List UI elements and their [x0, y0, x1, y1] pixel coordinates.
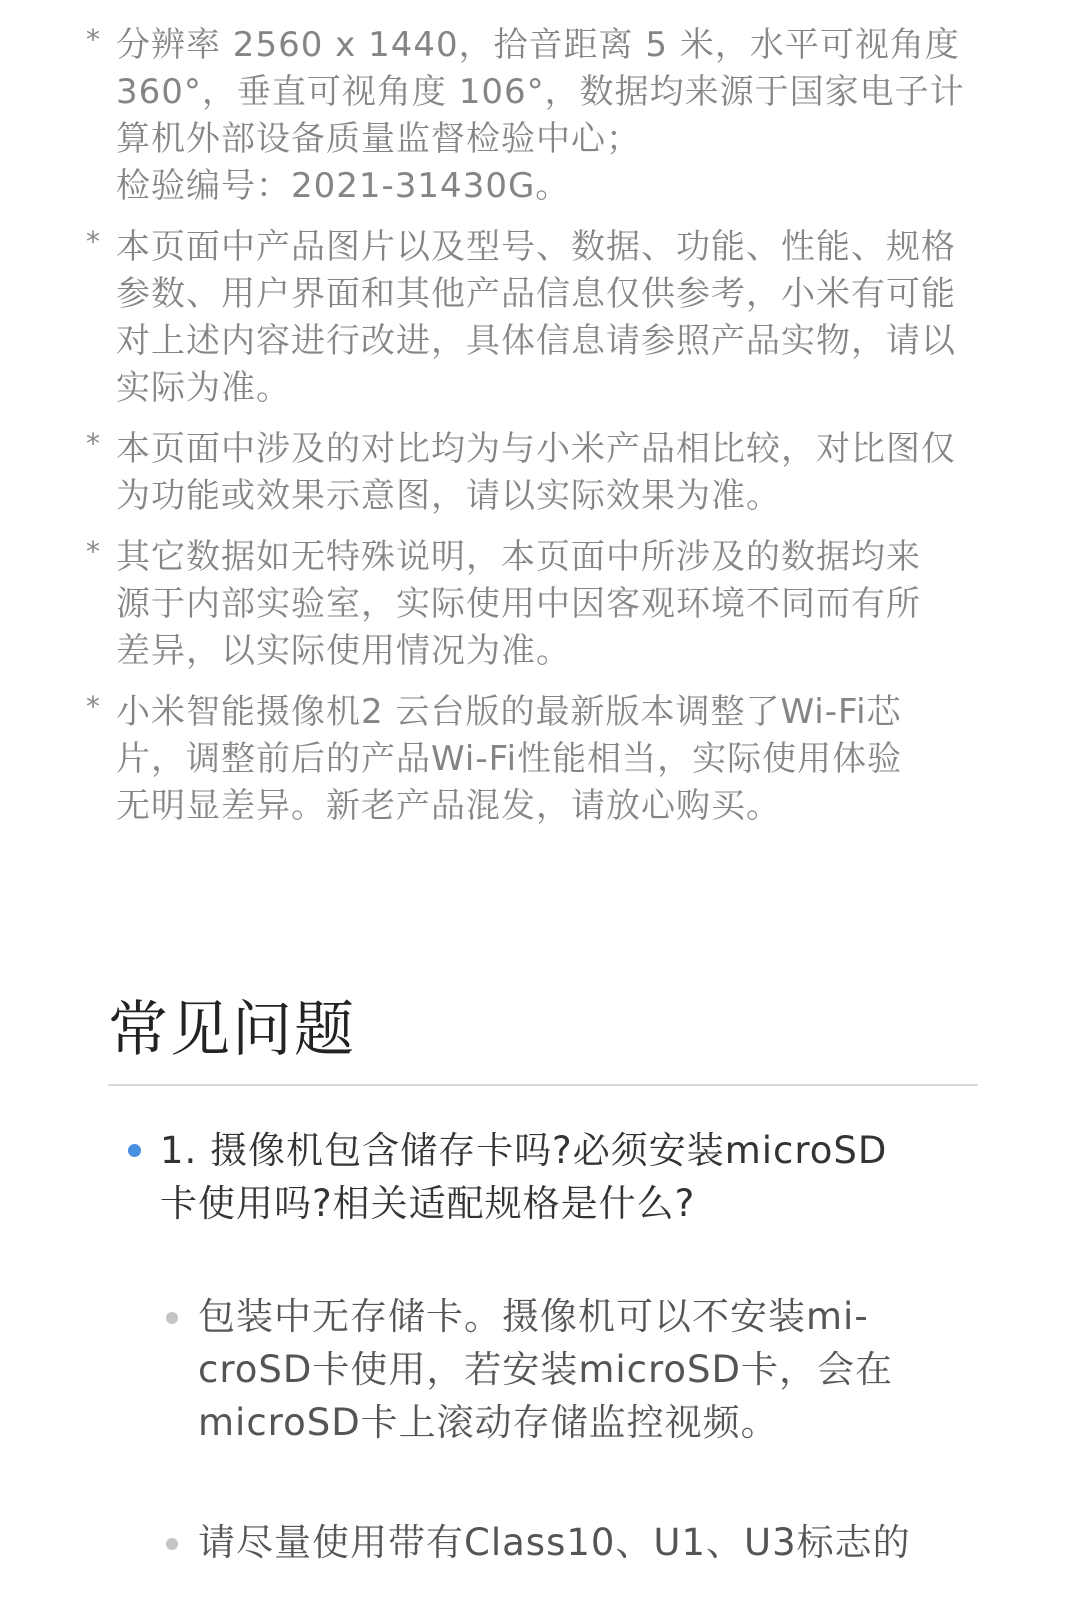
asterisk-marker: *	[86, 427, 101, 460]
gray-bullet-icon	[166, 1312, 178, 1324]
question-line: 1. 摄像机包含储存卡吗?必须安装microSD	[160, 1129, 888, 1172]
section-divider	[108, 1084, 978, 1086]
blue-bullet-icon	[128, 1144, 141, 1157]
note-line: 检验编号：2021-31430G。	[116, 166, 571, 206]
note-line: 小米智能摄像机2 云台版的最新版本调整了Wi-Fi芯	[116, 692, 902, 732]
note-line: 无明显差异。新老产品混发，请放心购买。	[116, 786, 781, 826]
note-line: 对上述内容进行改进，具体信息请参照产品实物，请以	[116, 321, 956, 361]
disclaimer-note	[80, 689, 1000, 830]
faq-answer	[198, 1290, 978, 1449]
question-line: 卡使用吗?相关适配规格是什么?	[160, 1182, 696, 1225]
gray-bullet-icon	[166, 1538, 178, 1550]
asterisk-marker: *	[86, 535, 101, 568]
answer-line: 请尽量使用带有Class10、U1、U3标志的	[198, 1521, 911, 1564]
note-line: 实际为准。	[116, 368, 291, 408]
faq-section-title: 常见问题	[108, 995, 356, 1065]
note-line: 参数、用户界面和其他产品信息仅供参考，小米有可能	[116, 274, 956, 314]
note-line: 分辨率 2560 x 1440，拾音距离 5 米，水平可视角度	[116, 25, 960, 65]
note-line: 差异，以实际使用情况为准。	[116, 631, 571, 671]
note-line: 为功能或效果示意图，请以实际效果为准。	[116, 476, 781, 516]
asterisk-marker: *	[86, 23, 101, 56]
disclaimer-note	[80, 534, 1000, 675]
faq-question[interactable]	[160, 1124, 960, 1230]
note-line: 本页面中产品图片以及型号、数据、功能、性能、规格	[116, 227, 956, 267]
note-line: 源于内部实验室，实际使用中因客观环境不同而有所	[116, 584, 921, 624]
asterisk-marker: *	[86, 690, 101, 723]
note-line: 其它数据如无特殊说明，本页面中所涉及的数据均来	[116, 537, 921, 577]
faq-answer	[198, 1516, 978, 1569]
answer-line: croSD卡使用，若安装microSD卡，会在	[198, 1348, 894, 1391]
answer-line: microSD卡上滚动存储监控视频。	[198, 1401, 779, 1444]
disclaimer-note	[80, 426, 1000, 520]
note-line: 360°，垂直可视角度 106°，数据均来源于国家电子计	[116, 72, 965, 112]
asterisk-marker: *	[86, 225, 101, 258]
note-line: 本页面中涉及的对比均为与小米产品相比较，对比图仅	[116, 429, 956, 469]
disclaimer-notes	[80, 22, 1000, 844]
answer-line: 包装中无存储卡。摄像机可以不安装mi-	[198, 1295, 869, 1338]
note-line: 算机外部设备质量监督检验中心；	[116, 119, 641, 159]
note-line: 片，调整前后的产品Wi-Fi性能相当，实际使用体验	[116, 739, 903, 779]
disclaimer-note	[80, 224, 1000, 412]
disclaimer-note	[80, 22, 1000, 210]
